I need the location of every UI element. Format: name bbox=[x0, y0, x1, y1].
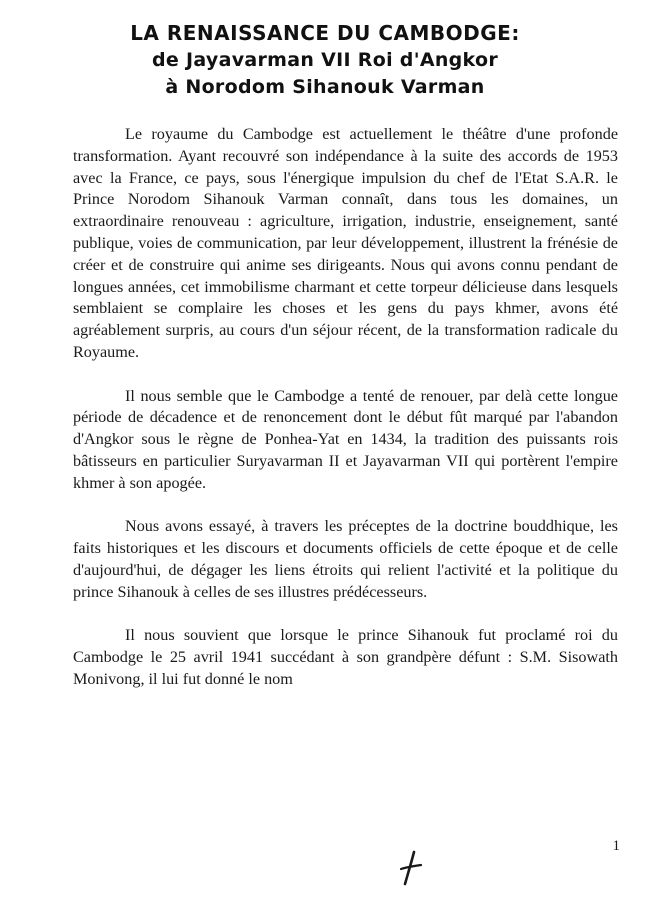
title-line-subtitle-1: de Jayavarman VII Roi d'Angkor bbox=[151, 49, 499, 71]
body-text bbox=[73, 124, 618, 713]
page-number: 1 bbox=[612, 838, 620, 854]
title-line-main: LA RENAISSANCE DU CAMBODGE: bbox=[130, 21, 520, 45]
paragraph-1: Le royaume du Cambodge est actuellement le théâtre d'une profonde transformation. Ayant recouvré son indépendance à la suite des accords de 1953 avec la France, ce pays, sous l'énergique impulsion du chef de l'Etat S.A.R. le Prince Norodom Sihanouk Varman connaît, dans tous les domaines, un extraordinaire renouveau : agriculture, irrigation, industrie, enseignement, santé publique, voies de communication, par leur développement, illustrent la frénésie de créer et de construire qui anime ses dirigeants. Nous qui avons connu pendant de longues années, cet immobilisme charmant et cette torpeur délicieuse dans lesquels semblaient se complaire les choses et les gens du pays khmer, avons été agréablement surpris, au cours d'un séjour récent, de la transformation radicale du Royaume. bbox=[73, 125, 618, 361]
document-title bbox=[0, 20, 650, 101]
title-line-subtitle-2: à Norodom Sihanouk Varman bbox=[165, 76, 485, 98]
handwritten-page-mark-icon bbox=[396, 848, 426, 888]
paragraph-3: Nous avons essayé, à travers les préceptes de la doctrine bouddhique, les faits historiques et les discours et documents officiels de cette époque et de celle d'aujourd'hui, de dégager les liens étroits qui relient l'activité et la politique du prince Sihanouk à celles de ses illustres prédécesseurs. bbox=[73, 517, 618, 601]
paragraph-4: Il nous souvient que lorsque le prince Sihanouk fut proclamé roi du Cambodge le 25 avril 1941 succédant à son grandpère défunt : S.M. Sisowath Monivong, il lui fut donné le nom bbox=[73, 626, 618, 688]
paragraph-2: Il nous semble que le Cambodge a tenté de renouer, par delà cette longue période de décadence et de renoncement dont le début fût marqué par l'abandon d'Angkor sous le règne de Ponhea-Yat en 1434, la tradition des puissants rois bâtisseurs en particulier Suryavarman II et Jayavarman VII qui portèrent l'empire khmer à son apogée. bbox=[73, 386, 618, 492]
